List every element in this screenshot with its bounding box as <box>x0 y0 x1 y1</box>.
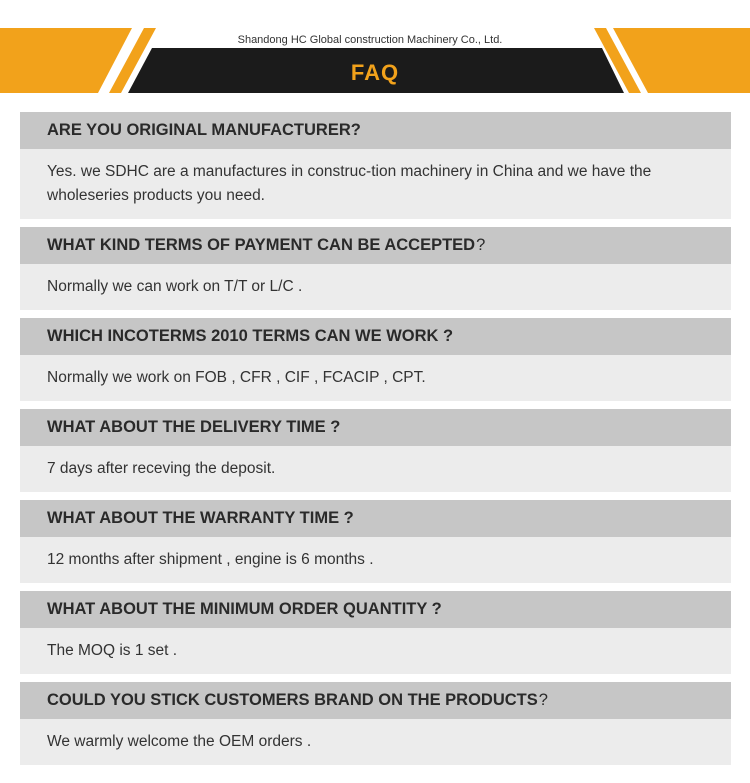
faq-item <box>20 500 731 583</box>
faq-list <box>20 112 731 773</box>
page-title: FAQ <box>350 60 400 85</box>
faq-item <box>20 591 731 674</box>
faq-item <box>20 409 731 492</box>
faq-answer: 12 months after shipment , engine is 6 months . <box>20 537 731 583</box>
faq-answer: Normally we work on FOB , CFR , CIF , FCACIP , CPT. <box>20 355 731 401</box>
faq-question: WHAT ABOUT THE WARRANTY TIME ? <box>20 500 731 537</box>
faq-question: WHAT ABOUT THE MINIMUM ORDER QUANTITY ? <box>20 591 731 628</box>
faq-item <box>20 318 731 401</box>
faq-item <box>20 112 731 219</box>
faq-question: WHAT ABOUT THE DELIVERY TIME ? <box>20 409 731 446</box>
faq-answer: Yes. we SDHC are a manufactures in construc-tion machinery in China and we have the wholeseries products you need. <box>20 149 731 219</box>
faq-question: WHAT KIND TERMS OF PAYMENT CAN BE ACCEPTED ? <box>20 227 731 264</box>
faq-question: WHICH INCOTERMS 2010 TERMS CAN WE WORK ? <box>20 318 731 355</box>
faq-answer: We warmly welcome the OEM orders . <box>20 719 731 765</box>
faq-answer: Normally we can work on T/T or L/C . <box>20 264 731 310</box>
faq-answer: 7 days after receving the deposit. <box>20 446 731 492</box>
faq-question: ARE YOU ORIGINAL MANUFACTURER? <box>20 112 731 149</box>
faq-question: COULD YOU STICK CUSTOMERS BRAND ON THE PRODUCTS ? <box>20 682 731 719</box>
company-name: Shandong HC Global construction Machinery Co., Ltd. <box>237 34 503 46</box>
faq-item <box>20 682 731 765</box>
faq-item <box>20 227 731 310</box>
faq-answer: The MOQ is 1 set . <box>20 628 731 674</box>
